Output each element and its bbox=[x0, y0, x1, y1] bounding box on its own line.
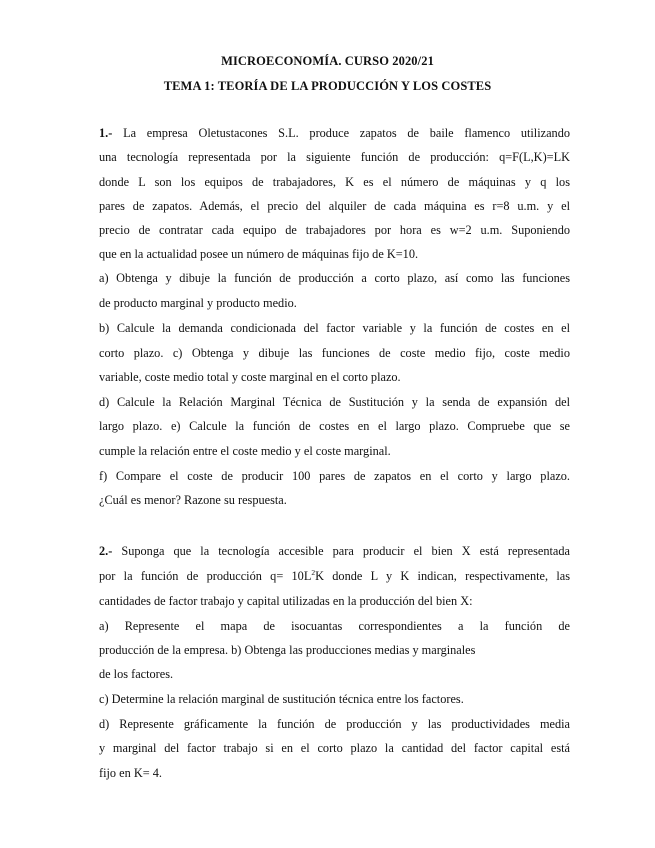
exercise-2-formula-line: por la función de producción $q= 10L^2K$ donde L y K indican, respectivamente, las bbox=[99, 568, 570, 583]
exercise-2-line: d) Represente gráficamente la función de producción y las productividades media bbox=[99, 717, 570, 731]
exercise-2-line: y marginal del factor trabajo si en el corto plazo la cantidad del factor capital está bbox=[99, 741, 570, 755]
exercise-2-number: 2.- bbox=[99, 544, 113, 558]
exercise-1-line: corto plazo. c) Obtenga y dibuje las funciones de coste medio fijo, coste medio bbox=[99, 346, 570, 360]
exercise-1-line: largo plazo. e) Calcule la función de costes en el largo plazo. Compruebe que se bbox=[99, 419, 570, 433]
exercise-1-line: a) Obtenga y dibuje la función de producción a corto plazo, así como las funciones bbox=[99, 271, 570, 285]
exponent: 2 bbox=[311, 568, 316, 577]
exercise-1-line: una tecnología representada por la siguiente función de producción: q=F(L,K)=LK bbox=[99, 150, 570, 164]
exercise-1-line: variable, coste medio total y coste marginal en el corto plazo. bbox=[99, 370, 401, 384]
exercise-1-line: b) Calcule la demanda condicionada del factor variable y la función de costes en el bbox=[99, 321, 570, 335]
exercise-1-line: 1.- La empresa Oletustacones S.L. produce zapatos de baile flamenco utilizando bbox=[99, 126, 570, 140]
exercise-1-line: precio de contratar cada equipo de trabajadores por hora es w=2 u.m. Suponiendo bbox=[99, 223, 570, 237]
exercise-1-line: pares de zapatos. Además, el precio del alquiler de cada máquina es r=8 u.m. y el bbox=[99, 199, 570, 213]
exercise-2-line: cantidades de factor trabajo y capital utilizadas en la producción del bien X: bbox=[99, 594, 473, 608]
exercise-2-line: a) Represente el mapa de isocuantas correspondientes a la función de bbox=[99, 619, 570, 633]
exercise-1-line: f) Compare el coste de producir 100 pares de zapatos en el corto y largo plazo. bbox=[99, 469, 570, 483]
exercise-2-line: fijo en K= 4. bbox=[99, 766, 162, 780]
exercise-2-line: 2.- Suponga que la tecnología accesible para producir el bien X está representada bbox=[99, 544, 570, 558]
exercise-1-line: ¿Cuál es menor? Razone su respuesta. bbox=[99, 493, 287, 507]
exercise-1-line: cumple la relación entre el coste medio y el coste marginal. bbox=[99, 444, 391, 458]
exercise-2-line: producción de la empresa. b) Obtenga las producciones medias y marginales bbox=[99, 643, 476, 657]
exercise-2-line: c) Determine la relación marginal de sustitución técnica entre los factores. bbox=[99, 692, 464, 706]
document-subtitle: TEMA 1: TEORÍA DE LA PRODUCCIÓN Y LOS COSTES bbox=[163, 79, 492, 93]
document-title: MICROECONOMÍA. CURSO 2020/21 bbox=[221, 54, 434, 68]
exercise-1-line: d) Calcule la Relación Marginal Técnica de Sustitución y la senda de expansión del bbox=[99, 395, 570, 409]
exercise-2-line: de los factores. bbox=[99, 667, 174, 681]
exercise-1-line: de producto marginal y producto medio. bbox=[99, 296, 297, 310]
exercise-1-number: 1.- bbox=[99, 126, 113, 140]
exercise-1-line: que en la actualidad posee un número de máquinas fijo de K=10. bbox=[99, 247, 419, 261]
exercise-1-line: donde L son los equipos de trabajadores, K es el número de máquinas y q los bbox=[99, 175, 570, 189]
